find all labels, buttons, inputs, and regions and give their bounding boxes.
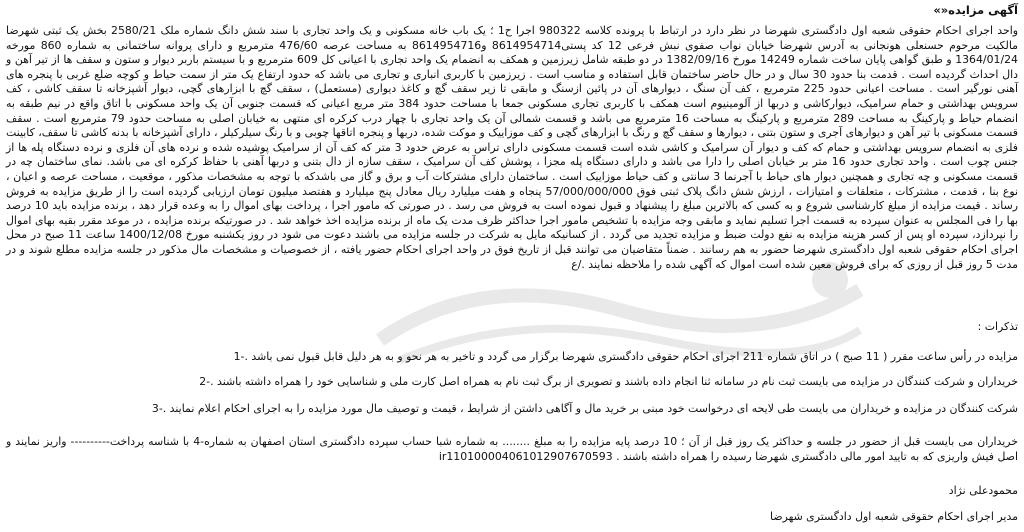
note-item: شرکت کنندگان در مزایده و خریداران می بایست طی لایحه ای درخواست خود مبنی بر خرید مال و آگاهی داشتن از شرایط ، قیمت و توصیف مال مورد مزایده را به اجرای احکام اعلام نمایند .-3 (151, 402, 1018, 415)
signer-title: مدیر اجرای احکام حقوقی شعبه اول دادگستری شهرضا (770, 510, 1018, 523)
notice-title: آگهی مزایده«» (933, 3, 1018, 17)
note-item: خریداران و شرکت کنندگان در مزایده می بایست ثبت نام در سامانه ثنا انجام داده باشند و تصویری از برگ ثبت نام به همراه اصل کارت ملی و شناسایی خود را همراه داشته باشند .-2 (199, 375, 1018, 388)
notice-body: واحد اجرای احکام حقوقی شعبه اول دادگستری شهرضا در نظر دارد در ارتباط با پرونده کلاسه 980322 اجرا ح1 ؛ یک باب خانه مسکونی و یک واحد تجاری با سند شش دانگ شماره ملک 2580/21 بخش یک ثبتی شهرضا مالکیت مرحوم حسنعلی هونجانی به آدرس شهرضا خیابان نواب صفوی نبش فرعی 12 کد پستی8614954714 و8614954716 به مساحت عرصه 476/60 مترمربع و دارای پروانه ساختمانی به شماره 860 مورخه 1364/01/24 و طبق گواهی پایان ساخت شماره 14249 مورخ 1382/09/16 در دو طبقه شامل زیرزمین و همکف به انضمام یک واحد تجاری با اعیانی کل 609 مترمربع و با سیستم باربر دیوار و ستون و سقف ها از تیر آهن و دال احداث گردیده است . قدمت بنا حدود 30 سال و در حال حاضر ساختمان قابل استفاده و مناسب است . زیرزمین با کاربری انباری و تجاری می باشد که حدود ارتفاع یک متر از سمت حیاط و کوچه ضلع غربی با پنجره های آهنی نورگیر است . مساحت اعیانی حدود 225 مترمربع ، کف آن سنگ ، دیوارهای آن در پائین ازسنگ و مابقی تا زیر سقف گچ و کاغذ دیواری (مستعمل) ، سقف گچ با ابزارهای گچی، دیوار آشپزخانه تا سقف کاشی ، کف سرویس بهداشتی و حمام سرامیک، دیوارکاشی و دربها از آلومینیوم است همکف با کاربری تجاری مسکونی جمعا با مساحت حدود 384 متر مربع اعیانی که قسمت جنوبی آن یک واحد مسکونی با اتاق واقع در نیم طبقه به انضمام حیاط و پارکینگ به مساحت 289 مترمربع و پارکینگ به مساحت 16 مترمربع می باشد و قسمت شمالی آن یک واحد تجاری با چهار درب کرکره ای منتهی به خیابان اصلی به مساحت حدود 79 مترمربع است . سقف قسمت مسکونی با تیر آهن و دیوارهای آجری و ستون بتنی ، دیوارها و سقف گچ و رنگ با ابزارهای گچی و کف موزاییک و موکت شده، دربها و پنجره اتاقها چوبی و با رنگ سیلرکیلر ، دارای آشپزخانه با بدنه کاشی تا سقف، کابینت فلزی به انضمام سرویس بهداشتی و حمام که کف و دیوار آن سرامیک و کاشی شده است قسمت مسکونی دارای تراس به عرض حدود 3 متر که کف آن از سرامیک پوشیده شده و نرده های آن فلزی و نرده دستگاه پله ها از جنس چوب است . واحد تجاری حدود 16 متر بر خیابان اصلی را دارا می باشد و دارای دستگاه پله مجزا ، پوشش کف آن سرامیک ، سقف سازه از دال بتنی و دربها آهنی با حفاظ کرکره ای می باشد. نمای ساختمان چه در قسمت مسکونی و چه تجاری و همچنین دیوار های حیاط با آجرنما 3 سانتی و کف حیاط موزاییک است . ساختمان دارای مشترکات آب و برق و گاز می باشدکه با توجه به مشخصات مذکور ، موقعیت ، مساحت عرصه و اعیان ، نوع بنا ، قدمت ، مشترکات ، متعلقات و امتیازات ، ارزش شش دانگ پلاک ثبتی فوق 57/000/000/000 پنجاه و هفت میلیارد ریال معادل پنج میلیارد و هفتصد میلیون تومان ارزیابی گردیده است را از طریق مزایده به فروش رساند . قیمت مزایده از مبلغ کارشناسی شروع و به کسی که بالاترین مبلغ را پیشنهاد و قبول نموده است به فروش می رسد . در صورتی که مامور اجرا ، پرداخت بهای اموال را به وعده قرار دهد ، برنده مزایده باید 10 درصد بها را فی المجلس به عنوان سپرده به قسمت اجرا تسلیم نماید و مابقی وجه مزایده با تشخیص مامور اجرا حداکثر ظرف مدت یک ماه از برنده مزایده اخذ خواهد شد . در صورتیکه برنده مزایده ، در موعد مقرر بقیه بهای اموال را نپردازد، سپرده او پس از کسر هزینه مزایده به نفع دولت ضبط و مزایده تجدید می گردد . از کسانیکه مایل به شرکت در جلسه مزایده می باشند دعوت می شود در روز یکشنبه مورخ 1400/12/08 ساعت 11 صبح در محل اجرای احکام حقوقی شعبه اول دادگستری شهرضا حضور به هم رسانند . ضمناً متقاضیان می توانند قبل از تاریخ فوق در واحد اجرای احکام حضور یافته ، از خصوصیات و مشخصات مال مذکور در جلسه مزایده مطلع شوند و در مدت 5 روز قبل از روزی که برای فروش معین شده است اموال که آگهی شده را ملاحظه نمایند ./ع (6, 24, 1019, 271)
notes-heading: تذکرات : (977, 320, 1018, 333)
note-item: مزایده در رأس ساعت مقرر ( 11 صبح ) در اتاق شماره 211 اجرای احکام حقوقی دادگستری شهرضا برگزار می گردد و تاخیر به هر نحو و به هر دلیل قابل قبول نمی باشد .-1 (233, 350, 1018, 363)
note-item: خریداران می بایست قبل از حضور در جلسه و حداکثر یک روز قبل از آن ؛ 10 درصد پایه مزایده را به مبلغ ........ به شماره شبا حساب سپرده دادگستری استان اصفهان به شماره-4 با شناسه پرداخت---------- واریز نمایند و اصل فیش واریزی که به تایید امور مالی دادگستری شهرضا رسیده را همراه داشته باشند . ir110100004061012907670593 (6, 435, 1018, 463)
signer-name: محمودعلی نژاد (948, 484, 1018, 497)
